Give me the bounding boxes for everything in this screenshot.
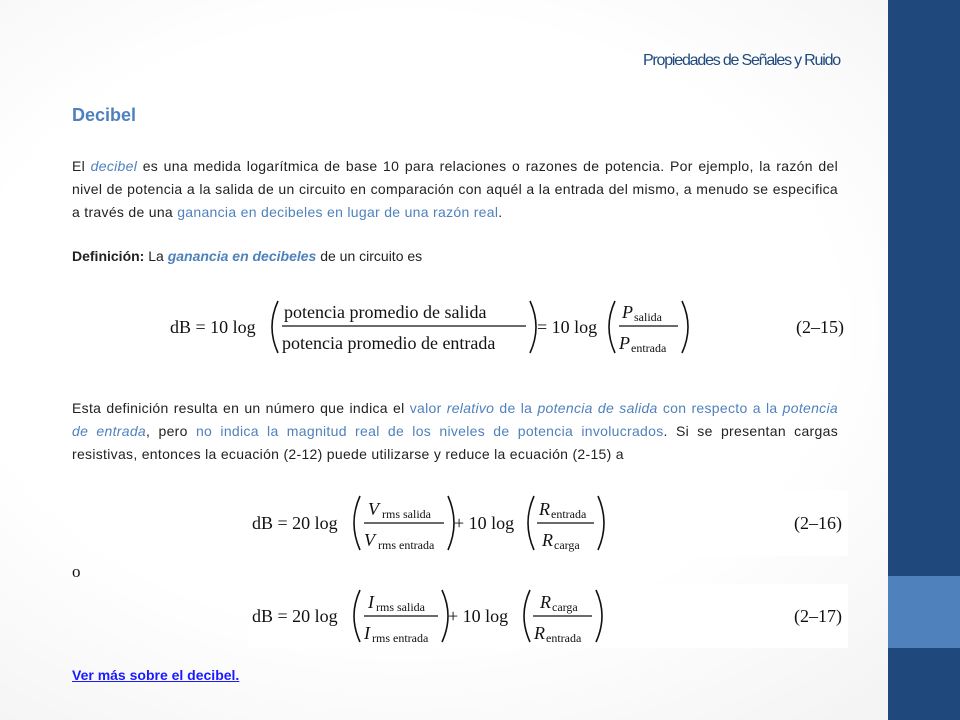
- eq16-paren-open: [354, 496, 360, 550]
- eq17-lhs: dB = 20 log: [252, 606, 338, 626]
- slide-header-title: Propiedades de Señales y Ruido: [642, 52, 840, 69]
- term-decibel: decibel: [90, 158, 138, 174]
- highlight-italic: potencia de salida: [537, 400, 658, 416]
- eq17-paren-open: [354, 590, 360, 642]
- eq15-numerator: potencia promedio de salida: [284, 302, 487, 322]
- eq16-R-num: R: [539, 499, 550, 519]
- definition-label: Definición:: [72, 248, 145, 264]
- section-title: Decibel: [72, 105, 137, 125]
- eq17-number: (2–17): [794, 606, 842, 626]
- eq17-I-num: I: [368, 592, 374, 612]
- eq17-R-num: R: [540, 592, 551, 612]
- highlight-phrase: ganancia en decibeles en lugar de una razón real: [177, 204, 499, 220]
- text-run: El: [72, 158, 91, 174]
- more-about-decibel-link[interactable]: Ver más sobre el decibel.: [72, 667, 240, 683]
- highlight-italic: potencia de entrada: [72, 400, 838, 439]
- definition-line: [72, 248, 422, 264]
- text-run: es una medida logarítmica de base 10 para relaciones o razones de potencia. Por ejemplo, la razón del nivel de potencia a la salida de un circuito en comparación con aquél a la entrada del mismo, a menudo se especifica a través de una: [72, 158, 838, 220]
- eq15-number: (2–15): [796, 317, 844, 337]
- equation-2-16: [248, 490, 848, 556]
- eq15-sub-entrada: entrada: [631, 341, 667, 355]
- highlight-italic: relativo: [446, 400, 495, 416]
- text-run: .: [498, 204, 503, 220]
- eq15-denominator: potencia promedio de entrada: [282, 333, 496, 353]
- or-connector: o: [72, 562, 81, 581]
- eq16-V-den: V: [364, 530, 375, 550]
- eq17-R-den: R: [534, 623, 545, 643]
- eq16-mid: + 10 log: [454, 513, 515, 533]
- eq15-sub-salida: salida: [634, 310, 662, 324]
- eq16-r-den: carga: [554, 538, 580, 552]
- explanation-paragraph: [72, 397, 838, 466]
- eq17-sub-den: rms entrada: [372, 631, 429, 645]
- eq16-lhs: dB = 20 log: [252, 513, 338, 533]
- eq16-sub-den: rms entrada: [378, 538, 435, 552]
- eq15-paren-close: [530, 301, 536, 353]
- eq17-mid: + 10 log: [448, 606, 509, 626]
- eq17-sub-num: rms salida: [376, 600, 425, 614]
- eq15-lhs: dB = 10 log: [170, 317, 256, 337]
- eq16-paren2-close: [598, 496, 604, 550]
- eq17-paren2-open: [524, 590, 530, 642]
- eq16-V-num: V: [368, 499, 379, 519]
- eq15-P-den: P: [619, 333, 630, 353]
- highlight-phrase: no indica la magnitud real de los niveles de potencia involucrados: [195, 423, 664, 439]
- equation-2-17: [248, 584, 848, 648]
- text-run: Esta definición resulta en un número que indica el: [72, 400, 410, 416]
- eq16-paren2-open: [528, 496, 534, 550]
- eq17-r-den: entrada: [546, 631, 582, 645]
- highlight-word: de la: [494, 400, 538, 416]
- eq16-sub-num: rms salida: [382, 507, 431, 521]
- eq17-paren2-close: [596, 590, 602, 642]
- text-run: La: [144, 248, 168, 264]
- eq16-number: (2–16): [794, 513, 842, 533]
- highlight-word: con respecto a la: [657, 400, 783, 416]
- text-run: . Si se presentan cargas resistivas, entonces la ecuación (2-12) puede utilizarse y reduce la ecuación (2-15) a: [72, 423, 838, 462]
- intro-paragraph: [72, 155, 838, 224]
- eq16-R-den: R: [542, 530, 553, 550]
- eq15-paren2-open: [609, 301, 615, 353]
- term-ganancia: ganancia en decibeles: [167, 248, 317, 264]
- eq15-P-num: P: [622, 302, 633, 322]
- eq17-r-num: carga: [552, 600, 578, 614]
- eq16-r-num: entrada: [551, 507, 587, 521]
- eq15-mid: = 10 log: [537, 317, 598, 337]
- text-run: de un circuito es: [316, 248, 423, 264]
- eq15-paren2-close: [682, 301, 688, 353]
- equation-2-15: [160, 293, 850, 361]
- text-run: , pero: [146, 423, 196, 439]
- sidebar-accent-block: [888, 576, 960, 648]
- eq17-I-den: I: [364, 623, 370, 643]
- eq15-paren-open: [272, 301, 278, 353]
- highlight-word: valor: [409, 400, 447, 416]
